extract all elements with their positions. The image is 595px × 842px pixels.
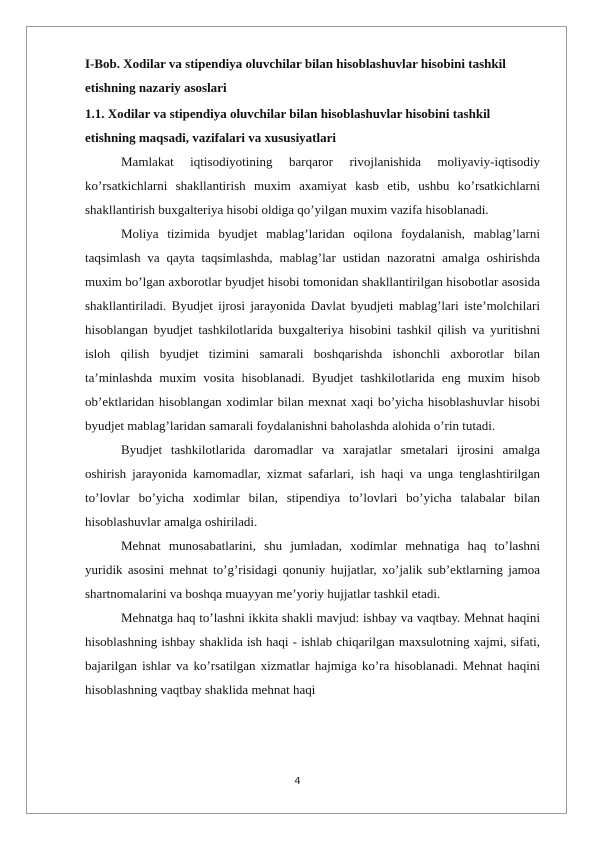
paragraph: Mehnat munosabatlarini, shu jumladan, xodimlar mehnatiga haq to’lashni yuridik asosini mehnat to’g’risidagi qonuniy hujjatlar, xo’jalik sub’ektlarning jamoa shartnomalarini va boshqa muayyan me’yoriy hujjatlar tashkil etadi.	[85, 538, 540, 601]
document-body	[85, 52, 540, 702]
paragraph: Mamlakat iqtisodiyotining barqaror rivojlanishida moliyaviy-iqtisodiy ko’rsatkichlarni shakllantirish muxim axamiyat kasb etib, ushbu ko’rsatkichlarni shakllantirish buxgalteriya hisobi oldiga qo’yilgan muxim vazifa hisoblanadi.	[85, 154, 540, 217]
section-heading: 1.1. Xodilar va stipendiya oluvchilar bilan hisoblashuvlar hisobini tashkil etishning maqsadi, vazifalari va xususiyatlari	[85, 106, 491, 145]
paragraph: Byudjet tashkilotlarida daromadlar va xarajatlar smetalari ijrosini amalga oshirish jarayonida kamomadlar, xizmat safarlari, ish haqi va unga tenglashtirilgan to’lovlar bo’yicha xodimlar bilan, stipendiya to’lovlari bo’yicha talabalar bilan hisoblashuvlar amalga oshiriladi.	[85, 442, 540, 529]
paragraph: Mehnatga haq to’lashni ikkita shakli mavjud: ishbay va vaqtbay. Mehnat haqini hisoblashning ishbay shaklida ish haqi - ishlab chiqarilgan maxsulotning xajmi, sifati, bajarilgan ishlar va ko’rsatilgan xizmatlar hajmiga ko’ra hisoblanadi. Mehnat haqini hisoblashning vaqtbay shaklida mehnat haqi	[85, 610, 540, 697]
chapter-heading: I-Bob. Xodilar va stipendiya oluvchilar bilan hisoblashuvlar hisobini tashkil etishning nazariy asoslari	[85, 56, 506, 95]
page-number: 4	[294, 776, 301, 787]
paragraph: Moliya tizimida byudjet mablag’laridan oqilona foydalanish, mablag’larni taqsimlash va qayta taqsimlashda, mablag’lar ustidan nazoratni amalga oshirishda muxim bo’lgan axborotlar byudjet hisobi tomonidan shakllantirilgan hisobotlar asosida shakllantiriladi. Byudjet ijrosi jarayonida Davlat byudjeti mablag’lari iste’molchilari hisoblangan byudjet tashkilotlarida buxgalteriya hisobini tashkil qilish va yuritishni isloh qilish byudjet tizimini samarali boshqarishda ishonchli axborotlar bilan ta’minlashda muxim vosita hisoblanadi. Byudjet tashkilotlarida eng muxim hisob ob’ektlaridan hisoblangan xodimlar bilan mexnat xaqi bo’yicha hisoblashuvlar hisobi byudjet mablag’laridan samarali foydalanishni baholashda alohida o’rin tutadi.	[85, 226, 540, 433]
